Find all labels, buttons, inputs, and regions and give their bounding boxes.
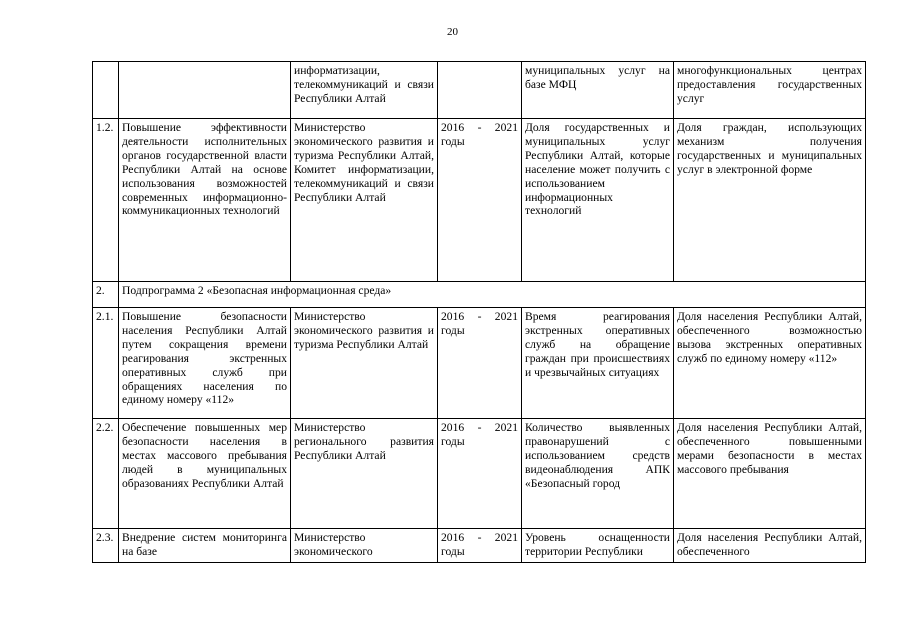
table-row [93,308,866,419]
period-cell [438,529,522,563]
table-row [93,119,866,282]
table-row [93,419,866,529]
activity-cell: Обеспечение повышенных мер безопасности населения в местах массового пребывания людей в муниципальных образованиях Республики Алтай [119,419,291,529]
row-number-cell: 2. [93,282,119,308]
result-cell: Уровень оснащенности территории Республики [522,529,674,563]
period-text: 2016 - 2021 годы [441,310,518,337]
executor-cell: Министерство экономического [291,529,438,563]
row-number-cell: 2.2. [93,419,119,529]
indicator-cell: Доля населения Республики Алтай, обеспеченного [674,529,866,563]
program-activities-table [92,61,866,563]
row-number-cell: 2.1. [93,308,119,419]
result-cell: муниципальных услуг на базе МФЦ [522,62,674,119]
period-cell [438,119,522,282]
page-number: 20 [447,26,458,38]
row-number-cell [93,62,119,119]
period-text: 2016 - 2021 годы [441,531,518,558]
executor-cell: Министерство регионального развития Республики Алтай [291,419,438,529]
period-cell [438,308,522,419]
activity-cell: Повышение безопасности населения Республики Алтай путем сокращения времени реагирования экстренных оперативных служб при обращениях населения по единому номеру «112» [119,308,291,419]
executor-cell: информатизации, телекоммуникаций и связи Республики Алтай [291,62,438,119]
table-row [93,62,866,119]
period-cell [438,419,522,529]
result-cell: Доля государственных и муниципальных услуг Республики Алтай, которые население может получить с использованием информационных технологий [522,119,674,282]
executor-cell: Министерство экономического развития и туризма Республики Алтай, Комитет информатизации, телекоммуникаций и связи Республики Алтай [291,119,438,282]
activity-cell [119,62,291,119]
indicator-cell: Доля населения Республики Алтай, обеспеченного возможностью вызова экстренных оперативных служб по единому номеру «112» [674,308,866,419]
activity-cell: Внедрение систем мониторинга на базе [119,529,291,563]
indicator-cell: Доля населения Республики Алтай, обеспеченного повышенными мерами безопасности в местах массового пребывания [674,419,866,529]
table-row [93,529,866,563]
subprogram-row [93,282,866,308]
subprogram-title: Подпрограмма 2 «Безопасная информационная среда» [119,282,866,308]
indicator-cell: многофункциональных центрах предоставления государственных услуг [674,62,866,119]
executor-cell: Министерство экономического развития и туризма Республики Алтай [291,308,438,419]
result-cell: Количество выявленных правонарушений с использованием средств видеонаблюдения АПК «Безопасный город [522,419,674,529]
result-cell: Время реагирования экстренных оперативных служб на обращение граждан при происшествиях и чрезвычайных ситуациях [522,308,674,419]
period-text: 2016 - 2021 годы [441,421,518,448]
row-number-cell: 1.2. [93,119,119,282]
activity-cell: Повышение эффективности деятельности исполнительных органов государственной власти Республики Алтай на основе использования возможностей современных информационно-коммуникационных технологий [119,119,291,282]
period-text: 2016 - 2021 годы [441,121,518,148]
period-cell [438,62,522,119]
row-number-cell: 2.3. [93,529,119,563]
indicator-cell: Доля граждан, использующих механизм получения государственных и муниципальных услуг в электронной форме [674,119,866,282]
